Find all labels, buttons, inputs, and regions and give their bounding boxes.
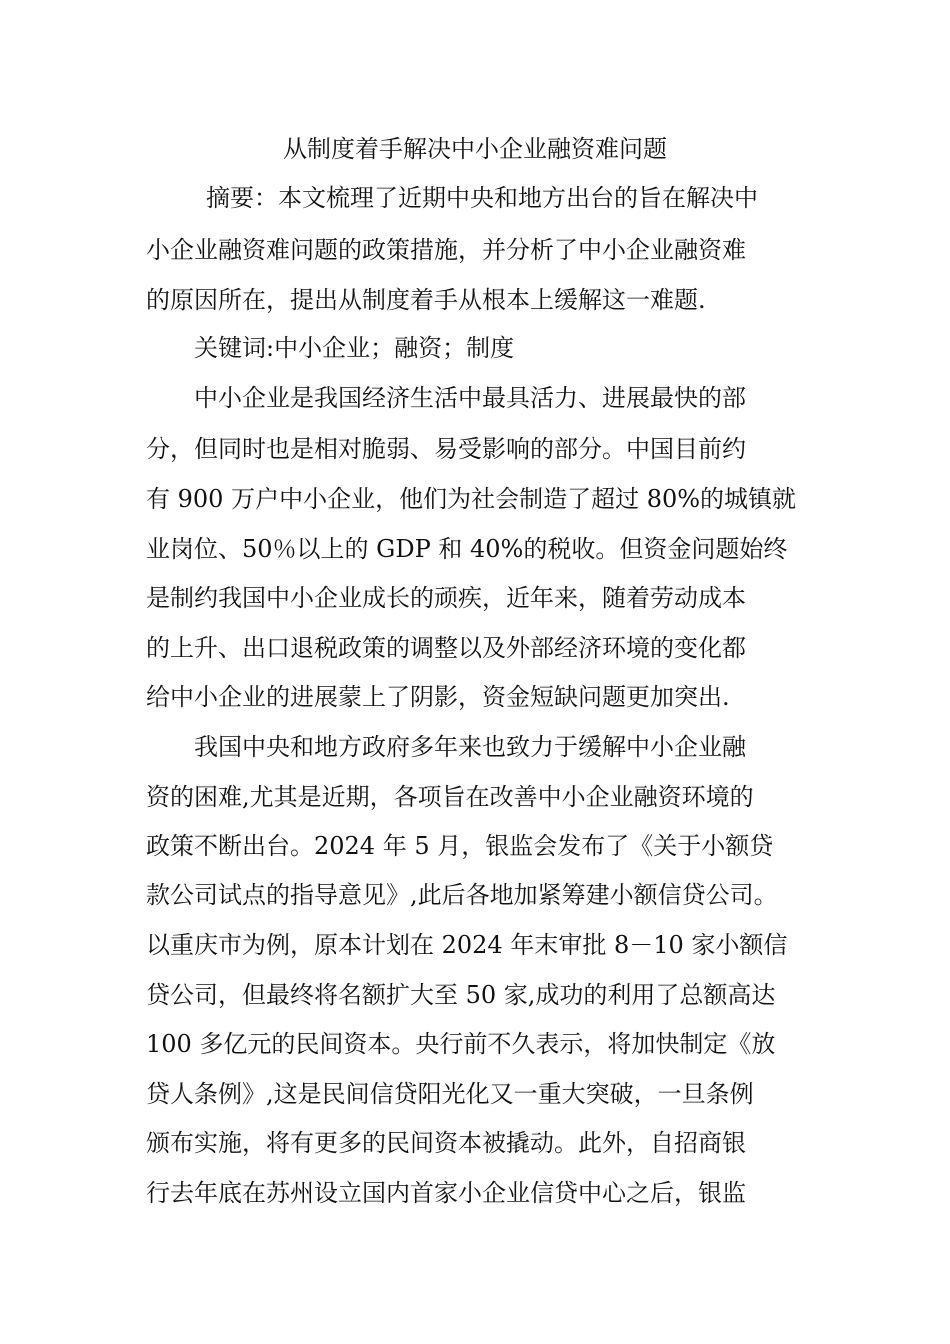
abstract-line: 小企业融资难问题的政策措施，并分析了中小企业融资难	[146, 236, 746, 264]
paragraph-line: 中小企业是我国经济生活中最具活力、进展最快的部	[194, 384, 746, 412]
paragraph-line: 我国中央和地方政府多年来也致力于缓解中小企业融	[194, 733, 746, 761]
paragraph-line: 行去年底在苏州设立国内首家小企业信贷中心之后，银监	[146, 1179, 746, 1207]
paragraph-line: 颁布实施，将有更多的民间资本被撬动。此外，自招商银	[146, 1129, 746, 1157]
document-title: 从制度着手解决中小企业融资难问题	[283, 135, 667, 163]
paragraph-line: 以重庆市为例，原本计划在 2024 年末审批 8－10 家小额信	[146, 931, 788, 959]
keywords-line: 关键词:中小企业；融资；制度	[194, 334, 515, 362]
paragraph-line: 给中小企业的进展蒙上了阴影，资金短缺问题更加突出.	[146, 683, 730, 711]
paragraph-line: 100 多亿元的民间资本。央行前不久表示，将加快制定《放	[146, 1030, 776, 1058]
paragraph-line: 分，但同时也是相对脆弱、易受影响的部分。中国目前约	[146, 435, 746, 463]
abstract-line: 摘要：本文梳理了近期中央和地方出台的旨在解决中	[206, 184, 758, 212]
paragraph-line: 贷人条例》,这是民间信贷阳光化又一重大突破，一旦条例	[146, 1080, 754, 1108]
paragraph-line: 款公司试点的指导意见》,此后各地加紧筹建小额信贷公司。	[146, 881, 778, 909]
paragraph-line: 是制约我国中小企业成长的顽疾，近年来，随着劳动成本	[146, 584, 746, 612]
paragraph-line: 贷公司，但最终将名额扩大至 50 家,成功的利用了总额高达	[146, 981, 776, 1009]
paragraph-line: 政策不断出台。2024 年 5 月，银监会发布了《关于小额贷	[146, 832, 774, 860]
paragraph-line: 业岗位、50％以上的 GDP 和 40%的税收。但资金问题始终	[146, 535, 788, 563]
paragraph-line: 资的困难,尤其是近期，各项旨在改善中小企业融资环境的	[146, 783, 754, 811]
paragraph-line: 有 900 万户中小企业，他们为社会制造了超过 80%的城镇就	[146, 485, 797, 513]
paragraph-line: 的上升、出口退税政策的调整以及外部经济环境的变化都	[146, 634, 746, 662]
abstract-line: 的原因所在，提出从制度着手从根本上缓解这一难题.	[146, 286, 706, 314]
